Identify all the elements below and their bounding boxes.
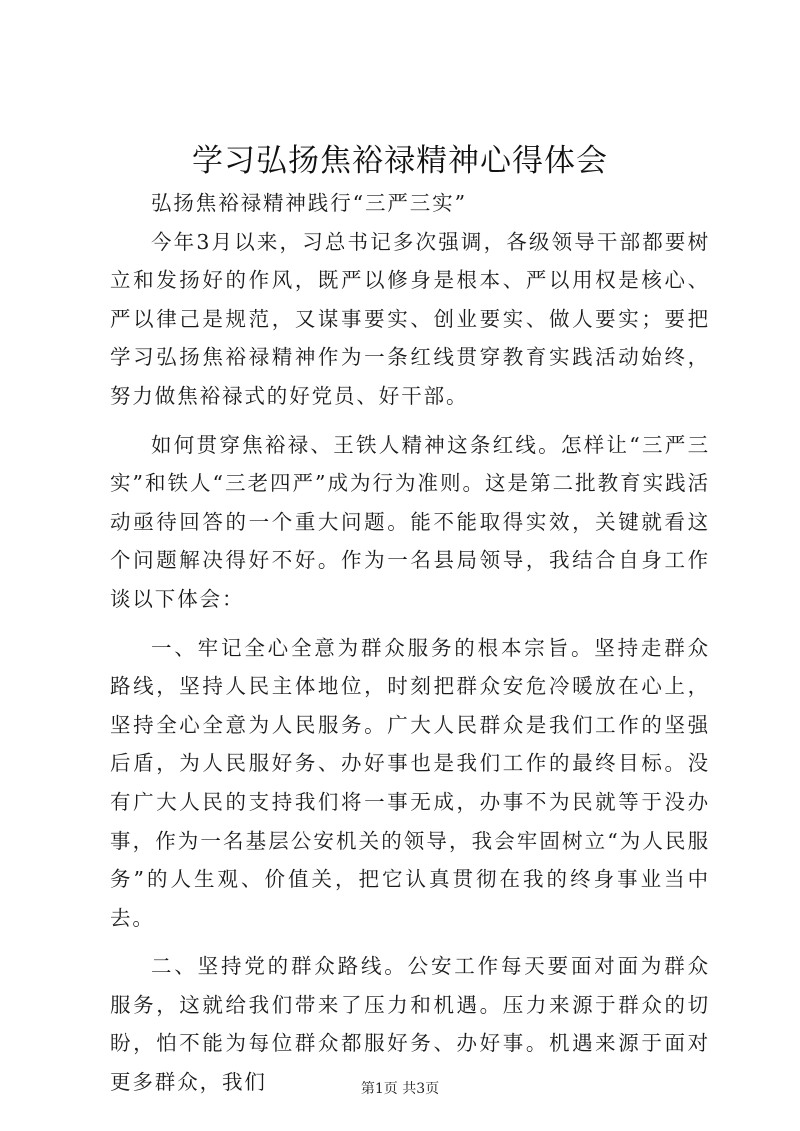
page-title: 学习弘扬焦裕禄精神心得体会 [192, 143, 608, 179]
body-paragraph: 如何贯穿焦裕禄、王铁人精神这条红线。怎样让“三严三实”和铁人“三老四严”成为行为准则。这是第二批教育实践活动亟待回答的一个重大问题。能不能取得实效，关键就看这个问题解决得好不好。作为一名县局领导，我结合自身工作谈以下体会： [110, 432, 710, 611]
subtitle-paragraph: 弘扬焦裕禄精神践行“三严三实” [151, 191, 467, 215]
body-paragraph: 二、坚持党的群众路线。公安工作每天要面对面为群众服务，这就给我们带来了压力和机遇。压力来源于群众的切盼，怕不能为每位群众都服好务、办好事。机遇来源于面对更多群众，我们 [110, 954, 710, 1095]
body-paragraph: 一、牢记全心全意为群众服务的根本宗旨。坚持走群众路线，坚持人民主体地位，时刻把群众安危冷暖放在心上，坚持全心全意为人民服务。广大人民群众是我们工作的坚强后盾，为人民服好务、办好事也是我们工作的最终目标。没有广大人民的支持我们将一事无成，办事不为民就等于没办事，作为一名基层公安机关的领导，我会牢固树立“为人民服务”的人生观、价值关，把它认真贯彻在我的终身事业当中去。 [110, 635, 710, 930]
page-number-footer: 第1页 共3页 [360, 1081, 440, 1097]
body-paragraph: 今年3月以来，习总书记多次强调，各级领导干部都要树立和发扬好的作风，既严以修身是根本、严以用权是核心、严以律己是规范，又谋事要实、创业要实、做人要实；要把学习弘扬焦裕禄精神作为一条红线贯穿教育实践活动始终，努力做焦裕禄式的好党员、好干部。 [110, 229, 710, 408]
document-body [110, 184, 710, 1102]
